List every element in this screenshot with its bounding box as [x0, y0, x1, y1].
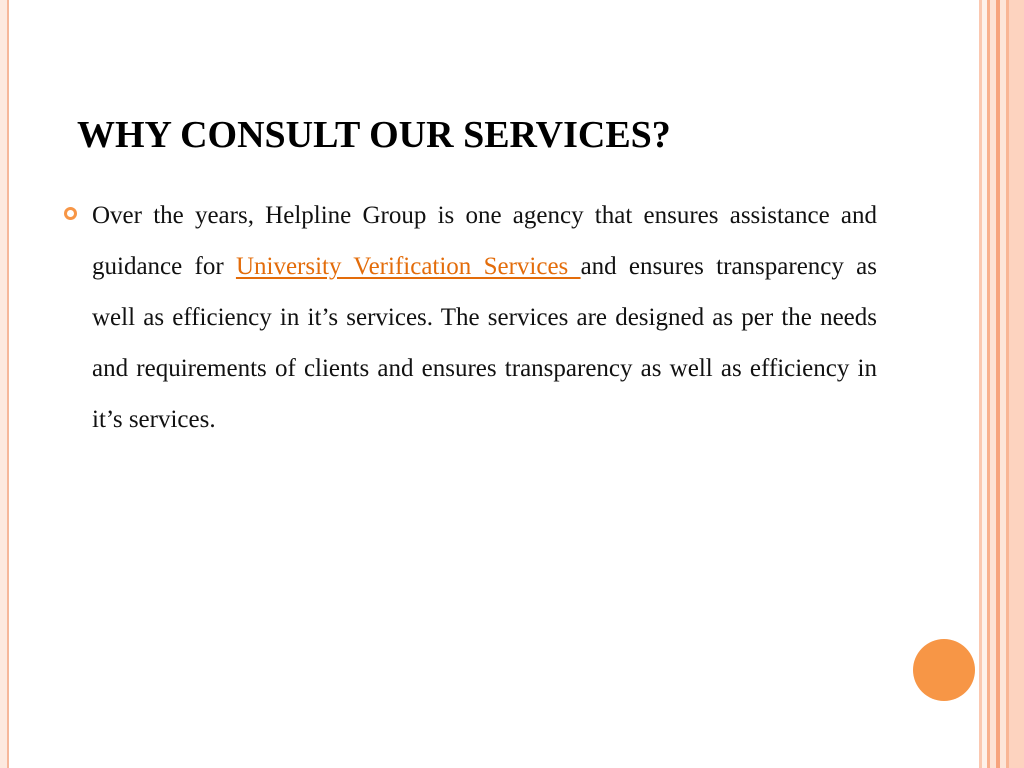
left-border-decoration: [0, 0, 9, 768]
paragraph-text-start: Over the years, Helpline Group is one agency that ensures assistance and guidance for: [92, 202, 877, 280]
paragraph-text-end: and ensures transparency as well as efficiency in it’s services. The services are designed as per the needs and requirements of clients and ensures transparency as well as efficiency in it’s services.: [92, 253, 877, 433]
right-stripes-decoration: [979, 0, 1024, 768]
university-verification-link[interactable]: University Verification Services: [235, 253, 581, 280]
slide-title: WHY CONSULT OUR SERVICES?: [77, 114, 671, 156]
orange-circle-icon: [913, 639, 975, 701]
stripe: [1009, 0, 1024, 768]
ring-bullet-icon: [64, 207, 77, 220]
body-paragraph: [92, 190, 877, 445]
